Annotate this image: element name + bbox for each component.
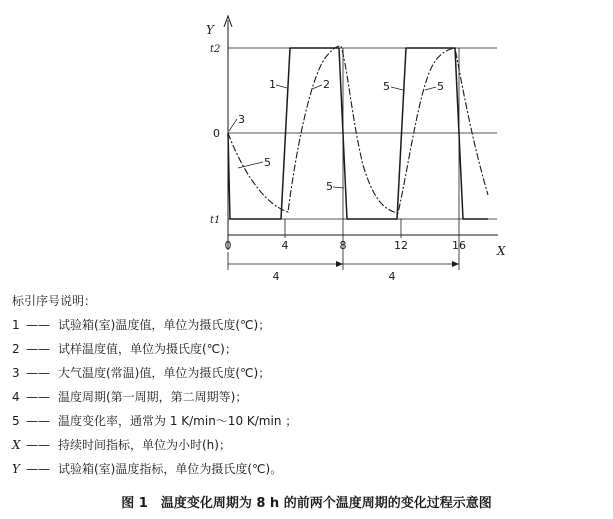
legend-text: 持续时间指标，单位为小时(h)； <box>58 438 231 452</box>
callout-leader-5a <box>238 162 263 168</box>
legend-dash: —— <box>26 462 50 476</box>
legend-dash: —— <box>26 366 50 380</box>
curve-callout-1: 1 <box>269 78 276 91</box>
legend-item <box>12 313 612 337</box>
curve-callout-2: 2 <box>323 78 330 91</box>
legend-item <box>12 433 612 457</box>
legend-key: 5 <box>12 414 20 428</box>
legend-key: 4 <box>12 390 20 404</box>
legend-text: 温度变化率，通常为 1 K/min～10 K/min ； <box>58 414 298 428</box>
legend-text: 试验箱(室)温度指标，单位为摄氏度(℃)。 <box>58 462 283 476</box>
legend-item <box>12 409 612 433</box>
legend-title: 标引序号说明： <box>12 294 97 308</box>
curve-callout-5: 5 <box>383 80 390 93</box>
legend-dash: —— <box>26 414 50 428</box>
legend-key: 1 <box>12 318 20 332</box>
callout-leader-5d <box>425 87 436 90</box>
legend-item <box>12 337 612 361</box>
curve-callout-5: 5 <box>264 156 271 169</box>
chamber-temperature-curve <box>228 48 488 219</box>
x-tick-label: 8 <box>339 239 347 252</box>
legend-text: 温度周期(第一周期，第二周期等)； <box>58 390 248 404</box>
legend-key: 2 <box>12 342 20 356</box>
legend-key: Y <box>12 462 20 476</box>
callout-leader-5c <box>391 87 403 90</box>
curve-callout-3: 3 <box>238 113 245 126</box>
x-tick-label: 4 <box>281 239 289 252</box>
period-span-label-2: 4 <box>388 270 396 283</box>
legend-dash: —— <box>26 390 50 404</box>
legend-item <box>12 457 612 481</box>
legend-text: 试验箱(室)温度值，单位为摄氏度(℃)； <box>58 318 271 332</box>
legend-text: 大气温度(常温)值，单位为摄氏度(℃)； <box>58 366 271 380</box>
legend-key: 3 <box>12 366 20 380</box>
y-tick-zero: 0 <box>213 127 220 140</box>
legend-item <box>12 385 612 409</box>
y-tick-t1: t1 <box>210 215 221 226</box>
curve-callout-5: 5 <box>437 80 444 93</box>
legend-key: X <box>12 438 21 452</box>
y-axis-label: Y <box>206 23 214 37</box>
x-tick-label: 0 <box>224 239 232 252</box>
legend-dash: —— <box>26 438 50 452</box>
period-span-label-1: 4 <box>272 270 280 283</box>
legend-dash: —— <box>26 342 50 356</box>
curve-callout-5: 5 <box>326 180 333 193</box>
callout-leader-5b <box>333 187 344 188</box>
legend-text: 试样温度值，单位为摄氏度(℃)； <box>58 342 237 356</box>
x-axis-label: X <box>497 244 506 258</box>
figure-caption: 图 1 温度变化周期为 8 h 的前两个温度周期的变化过程示意图 <box>121 496 492 511</box>
legend-list <box>12 291 612 481</box>
legend-item <box>12 361 612 385</box>
y-tick-t2: t2 <box>210 44 221 55</box>
callout-leader-1 <box>276 85 287 88</box>
callout-leader-3 <box>229 119 237 131</box>
x-tick-label: 12 <box>394 239 408 252</box>
legend-dash: —— <box>26 318 50 332</box>
x-tick-label: 16 <box>452 239 466 252</box>
specimen-temperature-curve <box>228 46 488 213</box>
